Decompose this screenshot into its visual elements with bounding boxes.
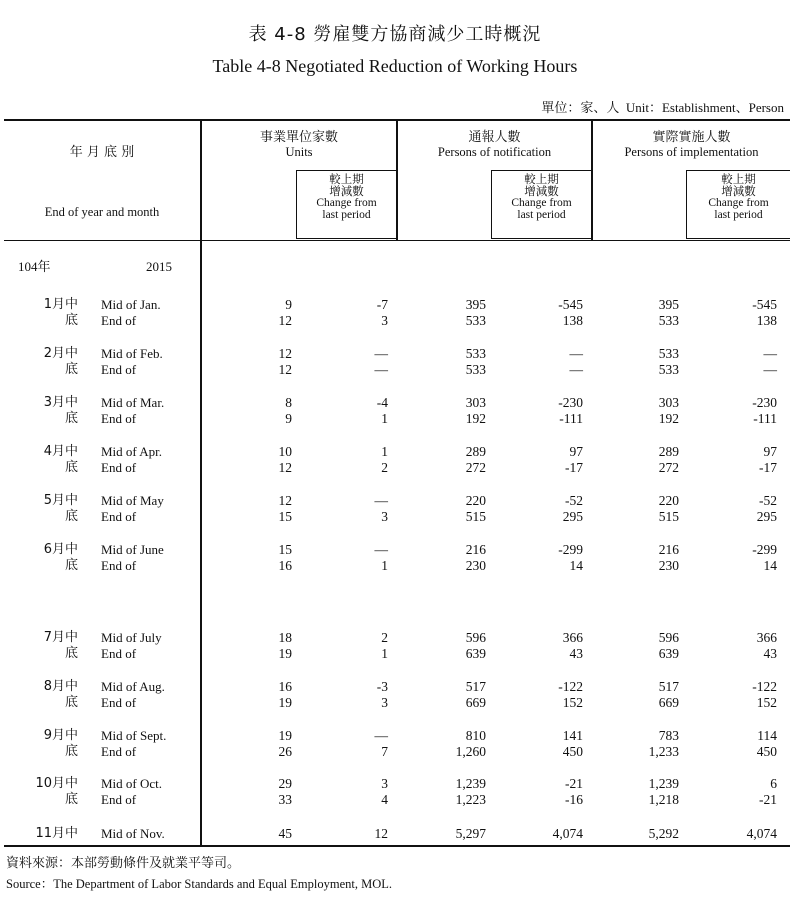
implementation-cell: 220 — [658, 493, 679, 508]
units-cell: 19 — [278, 728, 292, 743]
implementation-change-cell: 114 — [757, 728, 777, 743]
row-label-en: Mid of Oct. — [101, 776, 163, 791]
notification-change-cell: 295 — [562, 509, 583, 524]
units-change-cell: 1 — [381, 558, 388, 573]
units-cell: 12 — [278, 493, 292, 508]
row-label-en: Mid of Nov. — [101, 826, 165, 841]
row-label-zh: 2月中 — [43, 346, 78, 361]
row-label-zh: 5月中 — [43, 493, 78, 508]
units-cell: 15 — [278, 542, 292, 557]
notification-cell: 220 — [465, 493, 486, 508]
row-label-en: Mid of Apr. — [101, 444, 163, 459]
column-divider — [200, 120, 202, 846]
notification-cell: 230 — [465, 558, 486, 573]
row-label-zh: 底 — [64, 558, 78, 573]
row-label-zh: 9月中 — [43, 728, 78, 743]
row-label-zh: 3月中 — [43, 395, 78, 410]
notification-change-cell: 97 — [569, 444, 583, 459]
units-change-cell: — — [374, 346, 388, 361]
units-cell: 12 — [278, 346, 292, 361]
implementation-cell: 230 — [658, 558, 679, 573]
notification-change-cell: -52 — [565, 493, 583, 508]
implementation-change-cell: 43 — [763, 646, 777, 661]
units-change-cell: — — [374, 728, 388, 743]
units-change-cell: -4 — [376, 395, 388, 410]
implementation-change-cell: 152 — [756, 695, 777, 710]
units-cell: 16 — [278, 679, 292, 694]
row-label-en: End of — [101, 744, 137, 759]
units-change-cell: 3 — [381, 776, 388, 791]
row-label-en: End of — [101, 362, 137, 377]
notification-change-cell: 152 — [562, 695, 583, 710]
implementation-change-cell: — — [763, 362, 777, 377]
notification-change-cell: 4,074 — [552, 826, 583, 841]
row-label-en: Mid of Mar. — [101, 395, 165, 410]
units-cell: 18 — [278, 630, 292, 645]
units-change-cell: — — [374, 362, 388, 377]
implementation-change-cell: — — [763, 346, 777, 361]
units-change-cell: — — [374, 493, 388, 508]
row-label-zh: 底 — [64, 460, 78, 475]
notification-change-cell: -17 — [565, 460, 583, 475]
notification-change-cell: -111 — [559, 411, 583, 426]
units-header: 事業單位家數 Units — [259, 130, 338, 159]
row-label-en: End of — [101, 646, 137, 661]
units-cell: 19 — [278, 695, 292, 710]
notification-change-cell: -21 — [565, 776, 583, 791]
year-label-zh: 104年 — [18, 259, 51, 274]
units-cell: 9 — [285, 411, 292, 426]
notification-cell: 669 — [465, 695, 486, 710]
row-label-en: Mid of Sept. — [101, 728, 167, 743]
notification-change-cell: 14 — [569, 558, 583, 573]
units-change-cell: 2 — [381, 460, 388, 475]
implementation-cell: 639 — [658, 646, 679, 661]
units-cell: 12 — [278, 362, 292, 377]
notification-cell: 810 — [465, 728, 486, 743]
row-label-zh: 底 — [64, 509, 78, 524]
notification-header: 通報人數 Persons of notification — [437, 130, 552, 159]
implementation-change-cell: -52 — [759, 493, 777, 508]
units-cell: 8 — [285, 395, 292, 410]
implementation-cell: 192 — [658, 411, 679, 426]
implementation-change-cell: 97 — [763, 444, 777, 459]
notification-cell: 533 — [465, 346, 486, 361]
implementation-header: 實際實施人數 Persons of implementation — [624, 130, 759, 159]
period-header-zh: 年 月 底 別 — [69, 145, 135, 160]
notification-change-header: 較上期 增減數 Change from last period — [491, 170, 591, 239]
row-label-en: End of — [101, 411, 137, 426]
implementation-change-cell: -545 — [752, 297, 777, 312]
row-label-zh: 11月中 — [35, 826, 78, 841]
units-change-cell: 3 — [381, 313, 388, 328]
implementation-cell: 1,233 — [648, 744, 679, 759]
notification-cell: 533 — [465, 313, 486, 328]
implementation-change-cell: -17 — [759, 460, 777, 475]
row-label-zh: 4月中 — [43, 444, 78, 459]
unit-label: 單位：家、人 Unit：Establishment、Person — [541, 100, 784, 116]
units-change-cell: 3 — [381, 695, 388, 710]
implementation-cell: 596 — [658, 630, 679, 645]
implementation-cell: 533 — [658, 346, 679, 361]
units-change-cell: -7 — [376, 297, 388, 312]
row-label-en: End of — [101, 313, 137, 328]
units-change-cell: — — [374, 542, 388, 557]
row-label-en: End of — [101, 509, 137, 524]
notification-change-cell: -230 — [558, 395, 583, 410]
implementation-cell: 272 — [658, 460, 679, 475]
implementation-change-cell: 4,074 — [746, 826, 777, 841]
notification-cell: 289 — [465, 444, 486, 459]
notification-cell: 596 — [465, 630, 486, 645]
implementation-change-cell: 295 — [756, 509, 777, 524]
implementation-cell: 1,218 — [648, 792, 679, 807]
implementation-cell: 216 — [658, 542, 679, 557]
notification-cell: 639 — [465, 646, 486, 661]
units-cell: 45 — [278, 826, 292, 841]
row-label-en: Mid of June — [101, 542, 164, 557]
row-label-en: Mid of July — [101, 630, 162, 645]
implementation-cell: 395 — [658, 297, 679, 312]
source-note-en: Source：The Department of Labor Standards and Equal Employment, MOL. — [6, 877, 393, 891]
row-label-zh: 底 — [64, 646, 78, 661]
implementation-cell: 533 — [658, 313, 679, 328]
row-label-zh: 底 — [64, 411, 78, 426]
row-label-en: End of — [101, 460, 137, 475]
implementation-cell: 783 — [658, 728, 679, 743]
row-label-en: Mid of Feb. — [101, 346, 163, 361]
row-label-zh: 10月中 — [35, 776, 78, 791]
units-cell: 10 — [278, 444, 292, 459]
notification-cell: 395 — [465, 297, 486, 312]
units-change-cell: 4 — [381, 792, 388, 807]
row-label-zh: 底 — [64, 744, 78, 759]
notification-change-cell: 450 — [562, 744, 583, 759]
implementation-change-cell: 6 — [770, 776, 777, 791]
row-label-zh: 底 — [64, 695, 78, 710]
units-cell: 19 — [278, 646, 292, 661]
notification-change-cell: 43 — [569, 646, 583, 661]
units-change-cell: 1 — [381, 646, 388, 661]
units-cell: 33 — [278, 792, 292, 807]
notification-cell: 515 — [465, 509, 486, 524]
period-header-en: End of year and month — [44, 205, 160, 219]
implementation-cell: 5,292 — [648, 826, 679, 841]
row-label-en: Mid of May — [101, 493, 164, 508]
table-title-en: Table 4-8 Negotiated Reduction of Working Hours — [212, 56, 578, 76]
notification-change-cell: 138 — [562, 313, 583, 328]
units-cell: 12 — [278, 313, 292, 328]
units-change-cell: 3 — [381, 509, 388, 524]
units-change-cell: 2 — [381, 630, 388, 645]
implementation-change-cell: 450 — [756, 744, 777, 759]
notification-cell: 533 — [465, 362, 486, 377]
implementation-change-cell: 366 — [756, 630, 777, 645]
implementation-change-cell: 138 — [756, 313, 777, 328]
row-label-en: End of — [101, 792, 137, 807]
notification-change-cell: 366 — [562, 630, 583, 645]
units-cell: 29 — [278, 776, 292, 791]
implementation-cell: 669 — [658, 695, 679, 710]
units-cell: 9 — [285, 297, 292, 312]
table-bottom-rule — [4, 845, 790, 847]
units-cell: 16 — [278, 558, 292, 573]
row-label-zh: 8月中 — [43, 679, 78, 694]
row-label-zh: 底 — [64, 792, 78, 807]
units-change-header: 較上期 增減數 Change from last period — [296, 170, 396, 239]
implementation-cell: 289 — [658, 444, 679, 459]
notification-cell: 192 — [465, 411, 486, 426]
notification-cell: 517 — [465, 679, 486, 694]
notification-cell: 5,297 — [455, 826, 486, 841]
implementation-change-cell: 14 — [763, 558, 777, 573]
notification-change-cell: — — [569, 346, 583, 361]
notification-cell: 1,260 — [455, 744, 486, 759]
notification-cell: 272 — [465, 460, 486, 475]
implementation-change-cell: -21 — [759, 792, 777, 807]
implementation-change-cell: -122 — [752, 679, 777, 694]
units-change-cell: 12 — [374, 826, 388, 841]
row-label-en: End of — [101, 558, 137, 573]
implementation-cell: 303 — [658, 395, 679, 410]
implementation-cell: 1,239 — [648, 776, 679, 791]
notification-change-cell: — — [569, 362, 583, 377]
row-label-zh: 底 — [64, 313, 78, 328]
units-change-cell: -3 — [376, 679, 388, 694]
implementation-cell: 533 — [658, 362, 679, 377]
implementation-change-cell: -111 — [753, 411, 777, 426]
row-label-zh: 7月中 — [43, 630, 78, 645]
notification-change-cell: 141 — [562, 728, 583, 743]
row-label-zh: 6月中 — [43, 542, 78, 557]
notification-change-cell: -299 — [558, 542, 583, 557]
units-change-cell: 7 — [381, 744, 388, 759]
implementation-change-cell: -299 — [752, 542, 777, 557]
notification-cell: 303 — [465, 395, 486, 410]
row-label-zh: 底 — [64, 362, 78, 377]
units-cell: 15 — [278, 509, 292, 524]
implementation-change-cell: -230 — [752, 395, 777, 410]
notification-change-cell: -16 — [565, 792, 583, 807]
notification-change-cell: -122 — [558, 679, 583, 694]
year-label-en: 2015 — [146, 259, 172, 274]
implementation-cell: 515 — [658, 509, 679, 524]
notification-cell: 216 — [465, 542, 486, 557]
units-change-cell: 1 — [381, 411, 388, 426]
row-label-en: Mid of Aug. — [101, 679, 165, 694]
units-cell: 12 — [278, 460, 292, 475]
row-label-zh: 1月中 — [43, 297, 78, 312]
implementation-change-header: 較上期 增減數 Change from last period — [686, 170, 790, 239]
units-change-cell: 1 — [381, 444, 388, 459]
source-note-zh: 資料來源：本部勞動條件及就業平等司。 — [6, 856, 241, 871]
row-label-en: End of — [101, 695, 137, 710]
notification-cell: 1,223 — [455, 792, 486, 807]
table-title-zh: 表 4-8 勞雇雙方協商減少工時概況 — [248, 24, 542, 45]
units-cell: 26 — [278, 744, 292, 759]
notification-change-cell: -545 — [558, 297, 583, 312]
implementation-cell: 517 — [658, 679, 679, 694]
row-label-en: Mid of Jan. — [101, 297, 161, 312]
notification-cell: 1,239 — [455, 776, 486, 791]
